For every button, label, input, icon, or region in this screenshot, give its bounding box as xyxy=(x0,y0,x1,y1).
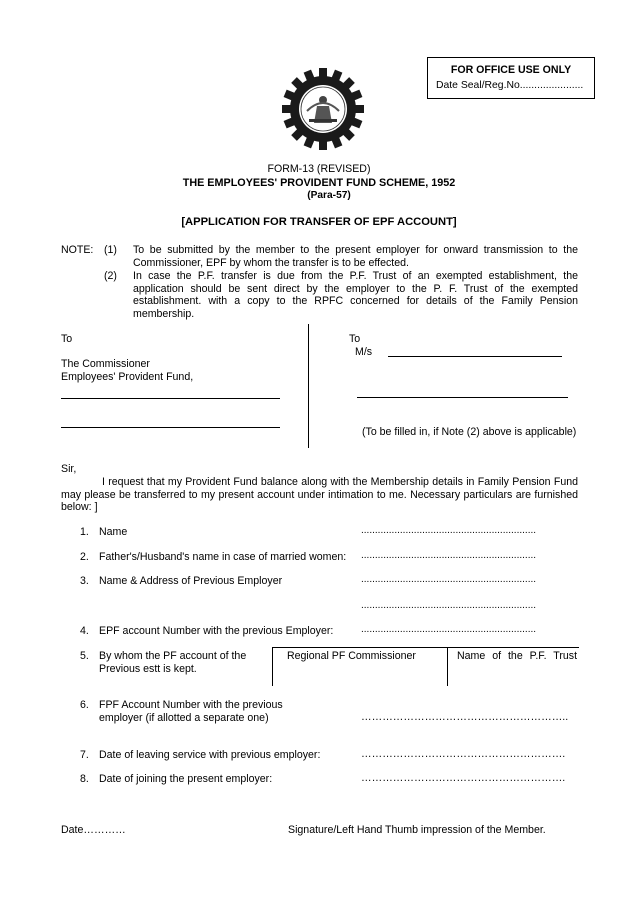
right-address-line xyxy=(357,397,568,398)
field-8-number: 8. xyxy=(80,773,89,785)
field-4-value: ............................................................... xyxy=(361,624,537,635)
field-2-number: 2. xyxy=(80,551,89,563)
ms-line xyxy=(388,356,562,357)
field-4-label: EPF account Number with the previous Employer: xyxy=(99,625,334,637)
note-2-text: In case the P.F. transfer is due from the P.F. Trust of an exempted establishment, the application should be sent direct by the employer to the P. F. Trust of the exempted establishment. with a copy to the RPFC concerned for details of the Family Pension membership. xyxy=(133,270,578,320)
field-6-label-line2: employer (if allotted a separate one) xyxy=(99,712,269,724)
note-1-text: To be submitted by the member to the present employer for onward transmission to the Commissioner, EPF by whom the transfer is to be effected. xyxy=(133,244,578,269)
form-title: [APPLICATION FOR TRANSFER OF EPF ACCOUNT] xyxy=(181,216,457,228)
left-address-line-1 xyxy=(61,398,280,399)
field-6-label-line1: FPF Account Number with the previous xyxy=(99,699,283,711)
commissioner-line: The Commissioner xyxy=(61,358,150,370)
field-5-top-rule xyxy=(272,647,579,648)
note-2-number: (2) xyxy=(104,270,117,282)
field-1-label: Name xyxy=(99,526,128,538)
letter-body: I request that my Provident Fund balance along with the Membership details in Family Pension Fund may please be transferred to my present account under intimation to me. Necessary particulars are furnished below: ] xyxy=(61,476,578,514)
field-3-number: 3. xyxy=(80,575,89,587)
date-seal-reg-no: Date Seal/Reg.No...................... xyxy=(436,80,584,91)
signature-label: Signature/Left Hand Thumb impression of the Member. xyxy=(288,824,546,836)
field-7-number: 7. xyxy=(80,749,89,761)
field-5-label-line1: By whom the PF account of the xyxy=(99,650,247,662)
office-use-box xyxy=(427,57,595,99)
to-right: To xyxy=(349,333,361,345)
field-5-label-line2: Previous estt is kept. xyxy=(99,663,197,675)
field-3-value-2: ............................................................... xyxy=(361,600,537,611)
right-address-note: (To be filled in, if Note (2) above is applicable) xyxy=(362,426,577,438)
field-7-value: …………………………………………………. xyxy=(361,748,566,760)
office-use-title: FOR OFFICE USE ONLY xyxy=(450,64,572,76)
epfo-gear-emblem-icon xyxy=(282,68,364,150)
field-5-col-rpfc: Regional PF Commissioner xyxy=(287,650,416,662)
field-3-label: Name & Address of Previous Employer xyxy=(99,575,283,587)
field-5-mid-border xyxy=(447,647,448,686)
ms-label: M/s xyxy=(355,346,373,358)
field-6-number: 6. xyxy=(80,699,89,711)
left-address-line-2 xyxy=(61,427,280,428)
address-divider xyxy=(308,324,309,448)
field-4-number: 4. xyxy=(80,625,89,637)
form-number: FORM-13 (REVISED) xyxy=(267,163,371,175)
field-1-number: 1. xyxy=(80,526,89,538)
to-left: To xyxy=(61,333,73,345)
field-5-col-trust: Name of the P.F. Trust xyxy=(457,650,578,662)
field-2-label: Father's/Husband's name in case of married women: xyxy=(99,551,347,563)
epf-line: Employees' Provident Fund, xyxy=(61,371,194,383)
field-6-value: ………………………………………………….. xyxy=(361,711,569,723)
scheme-title: THE EMPLOYEES' PROVIDENT FUND SCHEME, 1952 xyxy=(182,177,456,189)
field-8-label: Date of joining the present employer: xyxy=(99,773,273,785)
field-2-value: ............................................................... xyxy=(361,550,537,561)
field-3-value: ............................................................... xyxy=(361,574,537,585)
field-8-value: …………………………………………………. xyxy=(361,772,566,784)
note-label: NOTE: xyxy=(61,244,94,256)
field-1-value: ............................................................... xyxy=(361,525,537,536)
salutation: Sir, xyxy=(61,463,77,475)
field-5-number: 5. xyxy=(80,650,89,662)
para-reference: (Para-57) xyxy=(307,190,351,201)
field-5-left-border xyxy=(272,647,273,686)
note-1-number: (1) xyxy=(104,244,117,256)
date-field: Date………… xyxy=(61,824,126,836)
field-7-label: Date of leaving service with previous employer: xyxy=(99,749,321,761)
